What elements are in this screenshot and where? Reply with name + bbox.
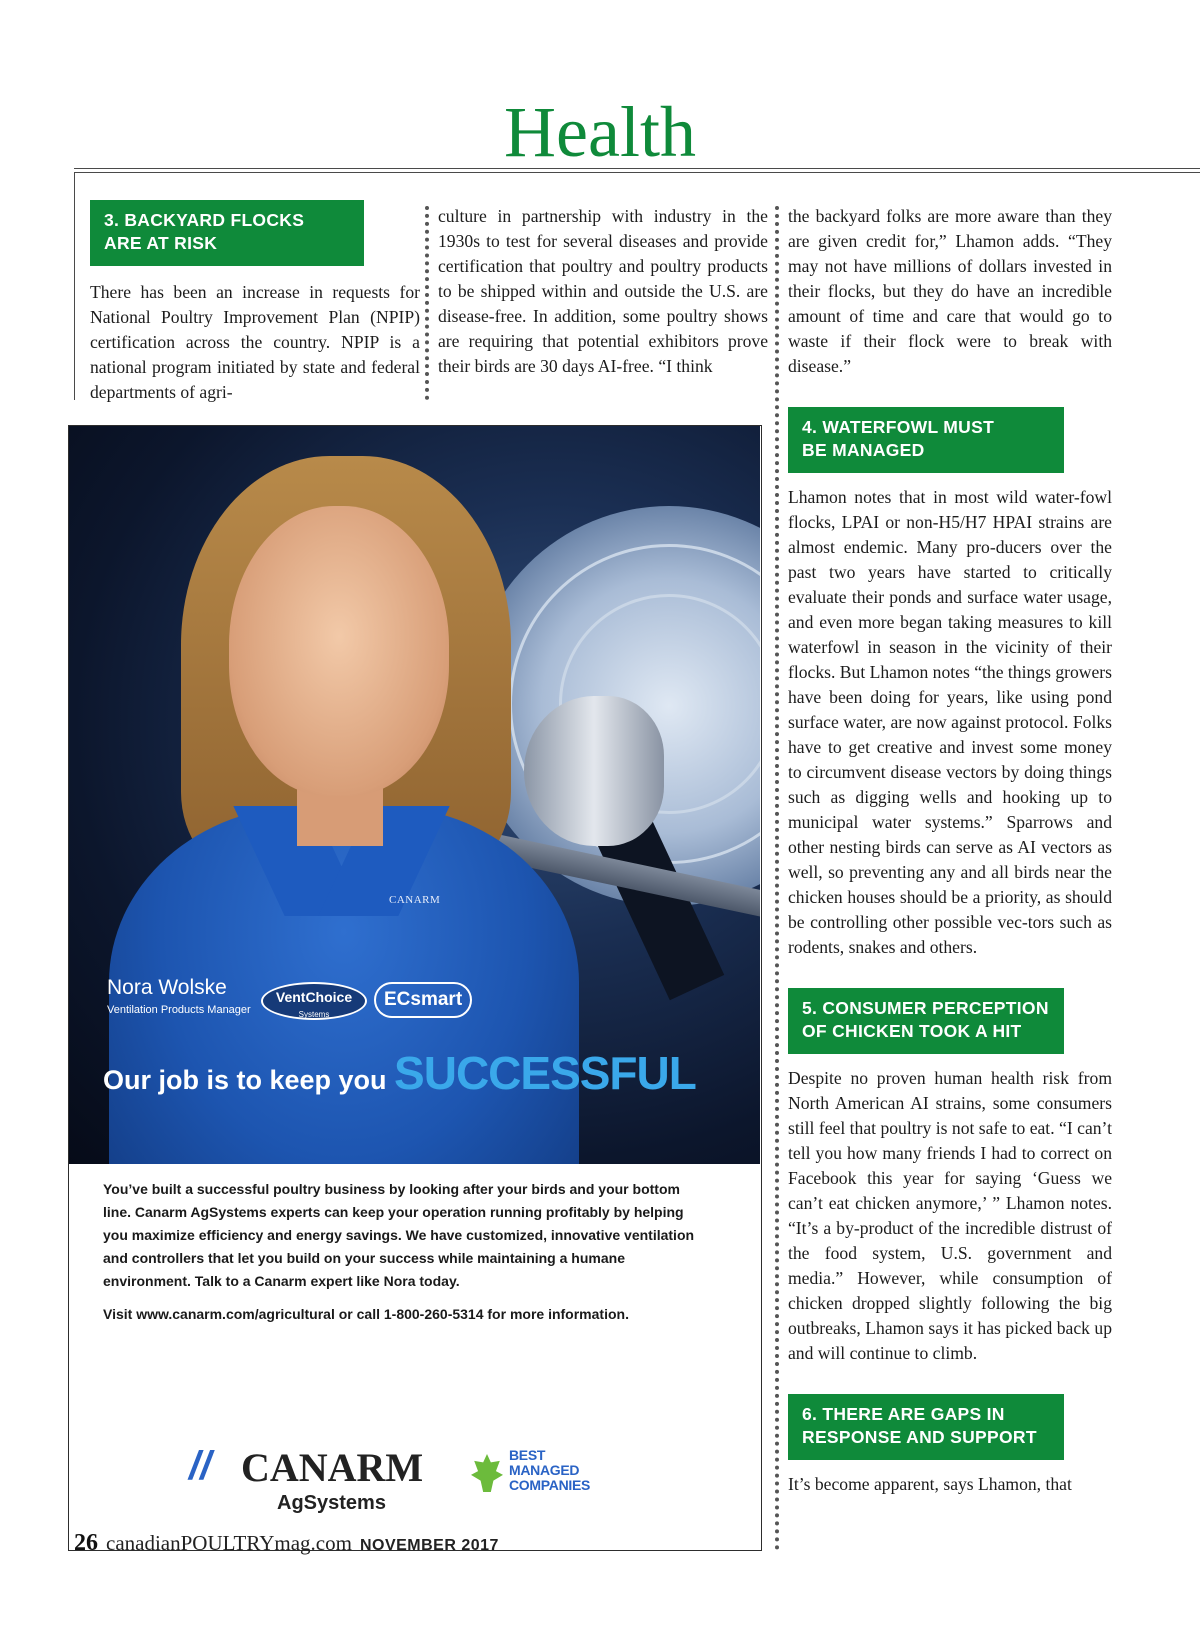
- column-divider-1: [425, 206, 429, 400]
- column-divider-2: [775, 206, 779, 1551]
- ecsmart-logo: ECsmart: [374, 982, 472, 1018]
- best-managed-companies-logo: BEST MANAGED COMPANIES: [471, 1448, 611, 1508]
- maple-leaf-icon: [471, 1454, 503, 1492]
- column-3: [788, 204, 1112, 1497]
- section-title: Health: [504, 92, 696, 172]
- subhead-backyard-flocks: 3. BACKYARD FLOCKS ARE AT RISK: [90, 200, 364, 266]
- col3-paragraph-4: It’s become apparent, says Lhamon, that: [788, 1474, 1072, 1494]
- header-rule-2: [74, 172, 1200, 173]
- fan-hub: [524, 696, 664, 846]
- ad-photo: [69, 426, 760, 1164]
- canarm-logo: // CANARM AgSystems: [189, 1444, 424, 1514]
- issue-date: NOVEMBER 2017: [359, 1537, 499, 1554]
- page-footer: [74, 1530, 499, 1557]
- header-rule: [74, 168, 1200, 169]
- canarm-mark-icon: //: [189, 1444, 212, 1488]
- col2-paragraph: culture in partnership with industry in the 1930s to test for several diseases and provide certification that poultry and poultry products to be shipped within and outside the U.S. are disease-free. In addition, some poultry shows are requiring that potential exhibitors prove their birds are 30 days AI-free. “I think: [438, 206, 768, 376]
- subhead-gaps-response: 6. THERE ARE GAPS IN RESPONSE AND SUPPORT: [788, 1394, 1064, 1460]
- magazine-site: canadianPOULTRYmag.com: [106, 1531, 352, 1555]
- ad-tagline: Our job is to keep you SUCCESSFUL: [103, 1047, 696, 1099]
- col3-paragraph-1: the backyard folks are more aware than they are given credit for,” Lhamon adds. “They may not have millions of dollars invested in their flocks, but they do have an incredible amount of time and care that would go to waste if their flock were to break with disease.”: [788, 206, 1112, 376]
- column-border: [74, 172, 75, 400]
- col1-paragraph: There has been an increase in requests for National Poultry Improvement Plan (NPIP) certification across the country. NPIP is a national program initiated by state and federal departments of agri-: [90, 282, 420, 402]
- shirt-logo: CANARM: [389, 894, 441, 906]
- subhead-consumer-perception: 5. CONSUMER PERCEPTION OF CHICKEN TOOK A HIT: [788, 988, 1064, 1054]
- person-name: Nora Wolske: [107, 976, 227, 999]
- ventchoice-logo: VentChoice Systems: [261, 982, 367, 1020]
- col3-paragraph-2: Lhamon notes that in most wild water-fowl flocks, LPAI or non-H5/H7 HPAI strains are almost endemic. Many pro-ducers over the past two years have started to critically evaluate their ponds and surface water usage, and even more began taking measures to kill waterfowl in season in the vicinity of their flocks. But Lhamon notes “the things growers have been doing for years, like using pond surface water, are now against protocol. Folks have to get creative and invest some money to circumvent disease vectors by doing things such as digging wells and hooking up to municipal water systems.” Sparrows and other nesting birds can serve as AI vectors as well, so preventing any and all birds near the chicken houses should be a priority, as should be controlling other possible vec-tors such as rodents, snakes and others.: [788, 487, 1112, 957]
- subhead-waterfowl: 4. WATERFOWL MUST BE MANAGED: [788, 407, 1064, 473]
- column-2: [438, 204, 768, 379]
- ad-body-text: You’ve built a successful poultry business by looking after your birds and your bottom line. Canarm AgSystems experts can keep your operation running profitably by helping you maximize efficiency and energy savings. We have customized, innovative ventilation and controllers that let you build on your success while maintaining a humane environment. Talk to a Canarm expert like Nora today.: [103, 1181, 695, 1289]
- person-title: Ventilation Products Manager: [107, 1004, 251, 1016]
- ad-contact-line[interactable]: Visit www.canarm.com/agricultural or call 1-800-260-5314 for more information.: [103, 1306, 629, 1322]
- page-number: 26: [74, 1530, 98, 1556]
- person-portrait: [229, 506, 449, 796]
- canarm-advertisement[interactable]: [68, 425, 762, 1551]
- col3-paragraph-3: Despite no proven human health risk from North American AI strains, some consumers still feel that poultry is not safe to eat. “I can’t tell you how many friends I had to correct on Facebook this year for saying ‘Guess we can’t eat chicken anymore,’ ” Lhamon notes. “It’s a by-product of the incredible distrust of the food system, U.S. government and media.” However, while consumption of chicken dropped slightly following the big outbreaks, Lhamon says it has picked back up and will continue to climb.: [788, 1068, 1112, 1363]
- column-1: [90, 200, 420, 405]
